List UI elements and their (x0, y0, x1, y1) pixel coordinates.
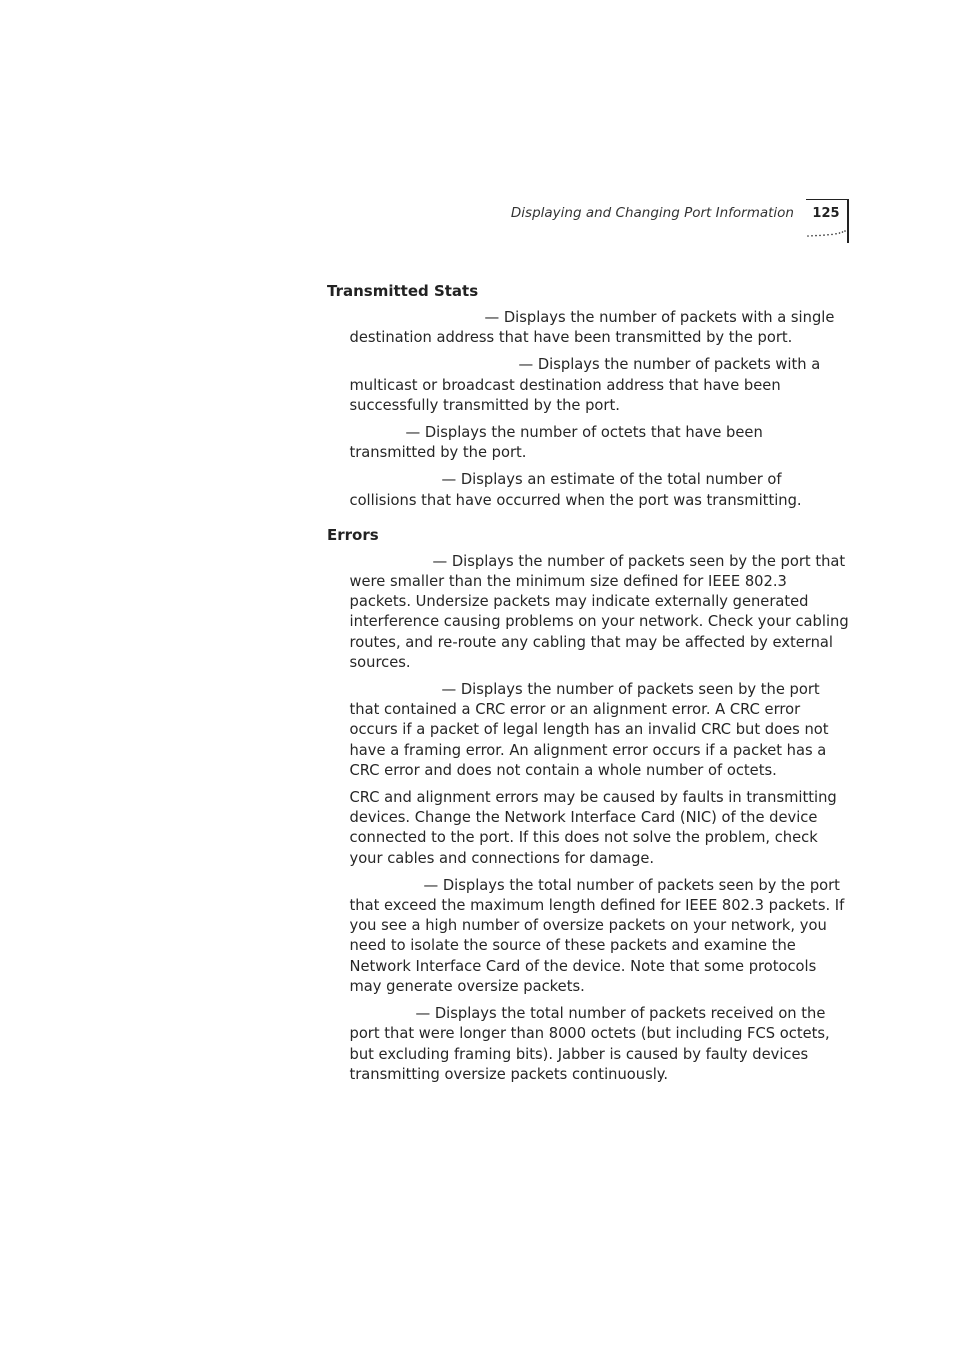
paragraph-transmitted-octets (350, 423, 852, 463)
paragraph-errors-crc-alignment (350, 680, 852, 781)
paragraph-errors-crc-note (350, 788, 852, 869)
paragraph-text: — Displays the number of packets with a single destination address that have been transmitted by the port. (349, 309, 835, 347)
paragraph-text: CRC and alignment errors may be caused by faults in transmitting devices. Change the Network Interface Card (NIC) of the device connected to the port. If this does not solve the problem, check your cables and connections for damage. (349, 789, 837, 867)
paragraph-transmitted-collisions (350, 470, 852, 510)
page-tab-dots-decoration (806, 230, 846, 238)
paragraph-errors-oversize (350, 876, 852, 997)
section-heading-transmitted-stats: Transmitted Stats (327, 282, 479, 300)
paragraph-errors-undersize (350, 552, 852, 673)
paragraph-text: — Displays the total number of packets seen by the port that exceed the maximum length defined for IEEE 802.3 packets. If you see a high number of oversize packets on your network, you need to isolate the source of these packets and examine the Network Interface Card of the device. Note that some protocols may generate oversize packets. (349, 876, 845, 995)
paragraph-text: — Displays an estimate of the total number of collisions that have occurred when the port was transmitting. (349, 471, 802, 509)
paragraph-errors-jabbers (350, 1004, 852, 1085)
paragraph-transmitted-unicast (350, 308, 852, 348)
page-tab-top-rule (806, 199, 848, 200)
running-header: Displaying and Changing Port Information (510, 205, 794, 221)
page-content (327, 281, 852, 1085)
page-number: 125 (812, 206, 840, 221)
paragraph-text: — Displays the number of packets seen by the port that were smaller than the minimum size defined for IEEE 802.3 packets. Undersize packets may indicate externally generated interference causing problems on your network. Check your cabling routes, and re-route any cabling that may be affected by external sources. (349, 552, 849, 671)
paragraph-text: — Displays the total number of packets received on the port that were longer than 8000 octets (but including FCS octets, but excluding framing bits). Jabber is caused by faulty devices transmitting oversize packets continuously. (349, 1005, 830, 1083)
paragraph-transmitted-non-unicast (350, 355, 852, 416)
paragraph-text: — Displays the number of packets with a multicast or broadcast destination address that have been successfully transmitted by the port. (349, 356, 821, 414)
section-heading-errors: Errors (327, 525, 379, 544)
page-tab-side-rule (847, 199, 849, 243)
paragraph-text: — Displays the number of octets that have been transmitted by the port. (349, 424, 763, 462)
paragraph-text: — Displays the number of packets seen by the port that contained a CRC error or an alignment error. A CRC error occurs if a packet of legal length has an invalid CRC but does not have a framing error. An alignment error occurs if a packet has a CRC error and does not contain a whole number of octets. (349, 681, 829, 779)
